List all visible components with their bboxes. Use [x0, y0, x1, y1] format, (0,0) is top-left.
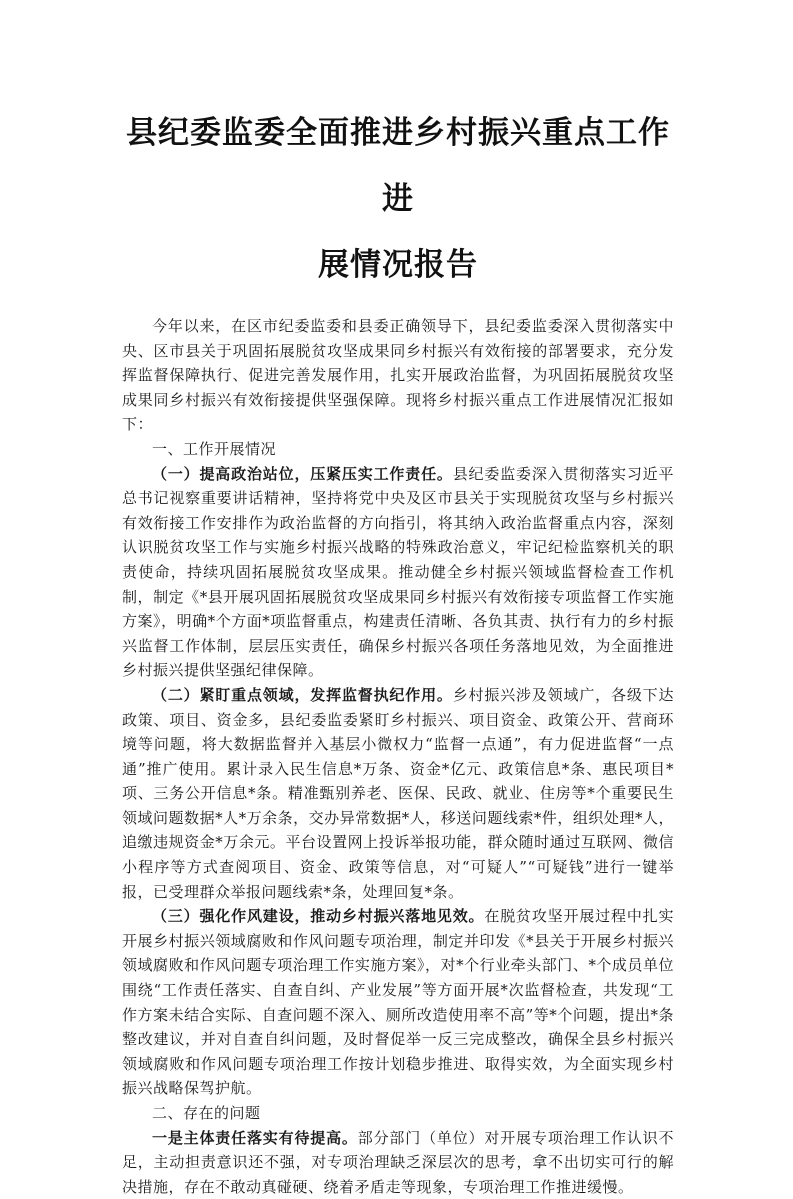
- item-3-text: 在脱贫攻坚开展过程中扎实开展乡村振兴领域腐败和作风问题专项治理，制定并印发《*县关于开展乡村振兴领域腐败和作风问题专项治理工作实施方案》，对*个行业牵头部门、*个成员单位围绕“工作责任落实、自查自纠、产业发展”等方面开展*次监督检查，共发现“工作方案未结合实际、自查问题不深入、厕所改造使用率不高”等*个问题，提出*条整改建议，并对自查自纠问题，及时督促举一反三完成整改，确保全县乡村振兴领域腐败和作风问题专项治理工作按计划稳步推进、取得实效，为全面实现乡村振兴战略保驾护航。: [122, 907, 674, 1098]
- problem-1-lead: 一是主体责任落实有待提高。: [152, 1128, 358, 1147]
- title-line-1: 县纪委监委全面推进乡村振兴重点工作进: [126, 115, 670, 217]
- intro-paragraph: 今年以来，在区市纪委监委和县委正确领导下，县纪委监委深入贯彻落实中央、区市县关于巩固拓展脱贫攻坚成果同乡村振兴有效衔接的部署要求，充分发挥监督保障执行、促进完善发展作用，扎实开展政治监督，为巩固拓展脱贫攻坚成果同乡村振兴有效衔接提供坚强保障。现将乡村振兴重点工作进展情况汇报如下：: [122, 317, 674, 434]
- item-1-text: 县纪委监委深入贯彻落实习近平总书记视察重要讲话精神，坚持将党中央及区市县关于实现脱贫攻坚与乡村振兴有效衔接工作安排作为政治监督的方向指引，将其纳入政治监督重点内容，深刻认识脱贫攻坚工作与实施乡村振兴战略的特殊政治意义，牢记纪检监察机关的职责使命，持续巩固拓展脱贫攻坚成果。推动健全乡村振兴领域监督检查工作机制，制定《*县开展巩固拓展脱贫攻坚成果同乡村振兴有效衔接专项监督工作实施方案》，明确*个方面*项监督重点，构建责任清晰、各负其责、执行有力的乡村振兴监督工作体制，层层压实责任，确保乡村振兴各项任务落地见效，为全面推进乡村振兴提供坚强纪律保障。: [122, 464, 674, 680]
- paragraph-item-2: [122, 683, 674, 904]
- document-body: [122, 314, 674, 1199]
- document-page: [122, 100, 674, 1199]
- paragraph-problem-1: [122, 1126, 674, 1199]
- item-3-lead: （三）强化作风建设，推动乡村振兴落地见效。: [152, 907, 485, 926]
- section-heading-problems: 二、存在的问题: [152, 1104, 261, 1122]
- item-1-lead: （一）提高政治站位，压紧压实工作责任。: [152, 464, 453, 483]
- item-2-lead: （二）紧盯重点领域，发挥监督执纪作用。: [152, 685, 453, 704]
- paragraph-item-3: [122, 904, 674, 1101]
- paragraph-item-1: [122, 462, 674, 683]
- section-heading-work: 一、工作开展情况: [152, 439, 277, 458]
- problem-1-text: 部分部门（单位）对开展专项治理工作认识不足，主动担责意识还不强，对专项治理缺乏深层次的思考，拿不出切实可行的解决措施，存在不敢动真碰硬、绕着矛盾走等现象，专项治理工作推进缓慢。: [122, 1128, 674, 1196]
- item-2-text: 乡村振兴涉及领域广，各级下达政策、项目、资金多，县纪委监委紧盯乡村振兴、项目资金、政策公开、营商环境等问题，将大数据监督并入基层小微权力“监督一点通”，有力促进监督“一点通”推广使用。累计录入民生信息*万条、资金*亿元、政策信息*条、惠民项目*项、三务公开信息*条。精准甄别养老、医保、民政、就业、住房等*个重要民生领域问题数据*人*万余条，交办异常数据*人，移送问题线索*件，组织处理*人，追缴违规资金*万余元。平台设置网上投诉举报功能，群众随时通过互联网、微信小程序等方式查阅项目、资金、政策等信息，对“可疑人”“可疑钱”进行一键举报，已受理群众举报问题线索*条，处理回复*条。: [122, 685, 674, 901]
- title-line-2: 展情况报告: [318, 247, 478, 283]
- document-title: [122, 100, 674, 298]
